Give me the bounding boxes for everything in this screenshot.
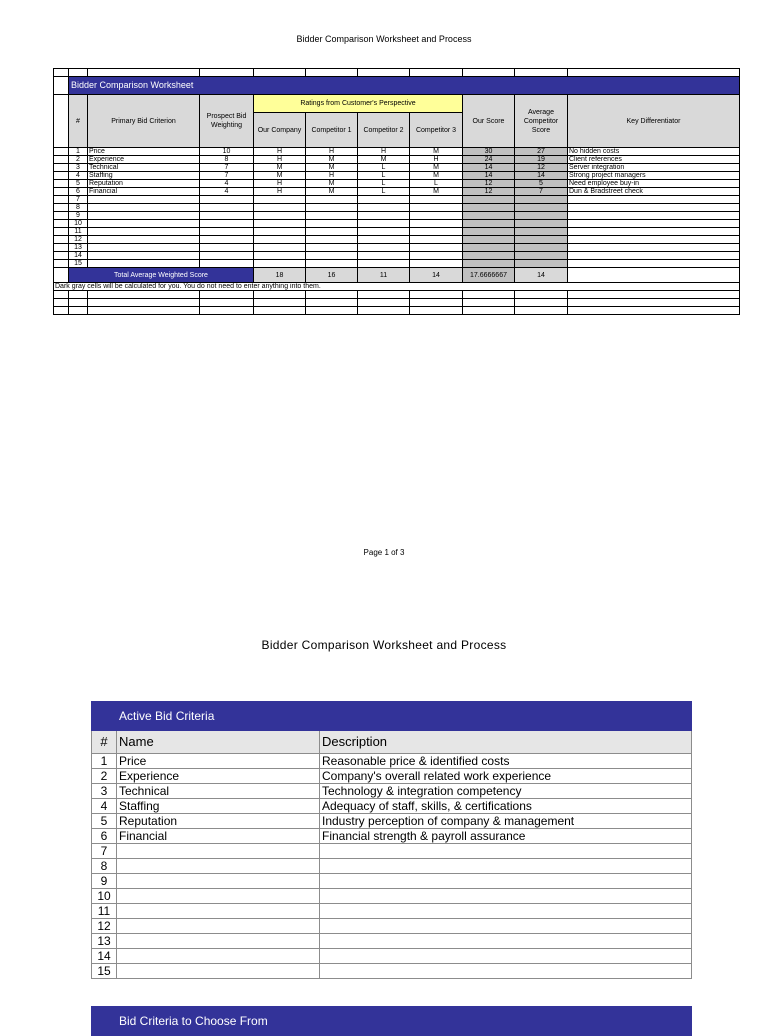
worksheet-cell-our-score	[463, 196, 515, 204]
worksheet-row	[54, 156, 740, 164]
criteria-num: 4	[92, 799, 117, 814]
criteria-num: 7	[92, 844, 117, 859]
worksheet-cell-c2[interactable]: L	[358, 180, 410, 188]
worksheet-cell-c3[interactable]: M	[410, 148, 463, 156]
criteria-num: 9	[92, 874, 117, 889]
worksheet-cell-c2[interactable]: L	[358, 164, 410, 172]
criteria-row	[92, 859, 692, 874]
worksheet-cell-c1[interactable]: M	[306, 180, 358, 188]
worksheet-cell-c3[interactable]	[410, 244, 463, 252]
criteria-name[interactable]: Staffing	[117, 799, 320, 814]
worksheet-cell-num: 8	[69, 204, 88, 212]
worksheet-row	[54, 212, 740, 220]
worksheet-cell-criterion[interactable]: Staffing	[88, 172, 200, 180]
worksheet-cell-diff[interactable]	[568, 204, 740, 212]
criteria-num: 13	[92, 934, 117, 949]
worksheet-cell-our-score	[463, 252, 515, 260]
worksheet-cell-c2[interactable]	[358, 204, 410, 212]
page-title-2: Bidder Comparison Worksheet and Process	[261, 638, 507, 652]
worksheet-cell-criterion[interactable]	[88, 196, 200, 204]
worksheet-cell-c3[interactable]	[410, 196, 463, 204]
worksheet-cell-diff[interactable]	[568, 236, 740, 244]
criteria-num: 15	[92, 964, 117, 979]
col-header-our-score: Our Score	[463, 95, 515, 148]
worksheet-cell-c1[interactable]: M	[306, 156, 358, 164]
criteria-num: 1	[92, 754, 117, 769]
worksheet-cell-c3[interactable]: M	[410, 188, 463, 196]
worksheet-cell-diff[interactable]	[568, 196, 740, 204]
worksheet-cell-weight[interactable]	[200, 220, 254, 228]
criteria-name[interactable]: Technical	[117, 784, 320, 799]
criteria-row	[92, 919, 692, 934]
worksheet-cell-criterion[interactable]: Technical	[88, 164, 200, 172]
worksheet-cell-avg: 14	[515, 172, 568, 180]
worksheet-cell-diff[interactable]	[568, 252, 740, 260]
worksheet-cell-our-score	[463, 260, 515, 268]
criteria-num: 12	[92, 919, 117, 934]
criteria-description[interactable]: Financial strength & payroll assurance	[320, 829, 692, 844]
worksheet-cell-avg	[515, 196, 568, 204]
worksheet-cell-num: 4	[69, 172, 88, 180]
worksheet-cell-c3[interactable]: M	[410, 172, 463, 180]
worksheet-cell-diff[interactable]: Need employee buy-in	[568, 180, 740, 188]
worksheet-cell-weight[interactable]: 7	[200, 172, 254, 180]
criteria-num: 10	[92, 889, 117, 904]
criteria-header-description: Description	[320, 731, 692, 754]
criteria-description[interactable]	[320, 874, 692, 889]
criteria-description[interactable]: Technology & integration competency	[320, 784, 692, 799]
worksheet-cell-diff[interactable]	[568, 244, 740, 252]
worksheet-cell-c3[interactable]	[410, 228, 463, 236]
worksheet-row	[54, 172, 740, 180]
worksheet-cell-ours[interactable]	[254, 236, 306, 244]
worksheet-cell-num: 11	[69, 228, 88, 236]
worksheet-cell-ours[interactable]: M	[254, 172, 306, 180]
criteria-name[interactable]	[117, 919, 320, 934]
criteria-num: 2	[92, 769, 117, 784]
criteria-name[interactable]: Experience	[117, 769, 320, 784]
col-header-avg-competitor: Average Competitor Score	[515, 95, 568, 148]
worksheet-cell-c3[interactable]	[410, 212, 463, 220]
criteria-row	[92, 949, 692, 964]
worksheet-cell-c1[interactable]	[306, 228, 358, 236]
col-header-key-differentiator: Key Differentiator	[568, 95, 740, 148]
worksheet-cell-criterion[interactable]	[88, 204, 200, 212]
worksheet-cell-ours[interactable]	[254, 252, 306, 260]
worksheet-row	[54, 236, 740, 244]
worksheet-cell-c1[interactable]: M	[306, 164, 358, 172]
worksheet-row	[54, 148, 740, 156]
worksheet-cell-num: 7	[69, 196, 88, 204]
worksheet-cell-num: 13	[69, 244, 88, 252]
worksheet-cell-weight[interactable]	[200, 204, 254, 212]
criteria-row	[92, 754, 692, 769]
worksheet-cell-ours[interactable]	[254, 196, 306, 204]
worksheet-cell-our-score: 30	[463, 148, 515, 156]
criteria-description[interactable]	[320, 904, 692, 919]
worksheet-cell-c2[interactable]: M	[358, 156, 410, 164]
worksheet-cell-c2[interactable]	[358, 228, 410, 236]
total-label: Total Average Weighted Score	[69, 268, 254, 283]
col-header-ratings-group: Ratings from Customer's Perspective	[254, 95, 463, 113]
worksheet-row	[54, 204, 740, 212]
worksheet-cell-c2[interactable]: L	[358, 188, 410, 196]
worksheet-cell-c3[interactable]	[410, 204, 463, 212]
worksheet-cell-weight[interactable]: 4	[200, 188, 254, 196]
criteria-description[interactable]	[320, 949, 692, 964]
criteria-description[interactable]	[320, 844, 692, 859]
criteria-header-num: #	[92, 731, 117, 754]
worksheet-cell-ours[interactable]	[254, 212, 306, 220]
criteria-num: 11	[92, 904, 117, 919]
worksheet-row	[54, 260, 740, 268]
criteria-description[interactable]: Adequacy of staff, skills, & certifications	[320, 799, 692, 814]
worksheet-cell-criterion[interactable]	[88, 220, 200, 228]
worksheet-cell-c2[interactable]	[358, 196, 410, 204]
criteria-name[interactable]	[117, 949, 320, 964]
worksheet-cell-c3[interactable]: L	[410, 180, 463, 188]
worksheet-cell-ours[interactable]	[254, 244, 306, 252]
worksheet-cell-ours[interactable]	[254, 260, 306, 268]
bidder-comparison-worksheet	[53, 68, 740, 315]
worksheet-cell-avg	[515, 236, 568, 244]
criteria-row	[92, 934, 692, 949]
worksheet-cell-diff[interactable]: No hidden costs	[568, 148, 740, 156]
worksheet-cell-our-score	[463, 212, 515, 220]
worksheet-cell-ours[interactable]	[254, 228, 306, 236]
worksheet-cell-ours[interactable]	[254, 220, 306, 228]
worksheet-row	[54, 196, 740, 204]
worksheet-cell-criterion[interactable]	[88, 252, 200, 260]
criteria-description[interactable]	[320, 934, 692, 949]
criteria-description[interactable]	[320, 964, 692, 979]
worksheet-cell-c2[interactable]	[358, 236, 410, 244]
worksheet-row	[54, 220, 740, 228]
worksheet-row	[54, 252, 740, 260]
worksheet-blank-row	[54, 299, 740, 307]
col-header-criterion: Primary Bid Criterion	[88, 95, 200, 148]
worksheet-cell-num: 1	[69, 148, 88, 156]
worksheet-cell-c2[interactable]	[358, 260, 410, 268]
page-title: Bidder Comparison Worksheet and Process	[296, 34, 472, 44]
col-header-competitor-3: Competitor 3	[410, 113, 463, 148]
worksheet-cell-our-score	[463, 236, 515, 244]
worksheet-cell-ours[interactable]: H	[254, 156, 306, 164]
worksheet-cell-weight[interactable]	[200, 228, 254, 236]
criteria-row	[92, 889, 692, 904]
criteria-description[interactable]	[320, 889, 692, 904]
worksheet-cell-c2[interactable]: L	[358, 172, 410, 180]
worksheet-cell-diff[interactable]	[568, 212, 740, 220]
worksheet-cell-num: 10	[69, 220, 88, 228]
worksheet-cell-c1[interactable]	[306, 204, 358, 212]
criteria-num: 8	[92, 859, 117, 874]
criteria-row	[92, 844, 692, 859]
col-header-num: #	[69, 95, 88, 148]
worksheet-cell-avg: 5	[515, 180, 568, 188]
criteria-name[interactable]	[117, 934, 320, 949]
worksheet-cell-criterion[interactable]	[88, 260, 200, 268]
worksheet-cell-our-score: 14	[463, 172, 515, 180]
worksheet-cell-diff[interactable]	[568, 228, 740, 236]
bid-criteria-choose-table	[91, 1006, 692, 1036]
col-header-our-company: Our Company	[254, 113, 306, 148]
total-avg-competitor: 14	[515, 268, 568, 283]
worksheet-cell-weight[interactable]	[200, 212, 254, 220]
spacer-row	[54, 69, 740, 77]
worksheet-title: Bidder Comparison Worksheet	[69, 77, 740, 95]
worksheet-cell-c3[interactable]	[410, 252, 463, 260]
criteria-name[interactable]	[117, 889, 320, 904]
worksheet-cell-criterion[interactable]	[88, 212, 200, 220]
worksheet-cell-c3[interactable]: H	[410, 156, 463, 164]
worksheet-cell-ours[interactable]: H	[254, 148, 306, 156]
worksheet-cell-diff[interactable]	[568, 260, 740, 268]
worksheet-cell-avg: 27	[515, 148, 568, 156]
worksheet-cell-num: 3	[69, 164, 88, 172]
criteria-name[interactable]: Reputation	[117, 814, 320, 829]
worksheet-cell-avg	[515, 244, 568, 252]
worksheet-cell-criterion[interactable]: Reputation	[88, 180, 200, 188]
worksheet-cell-ours[interactable]: H	[254, 188, 306, 196]
criteria-row	[92, 799, 692, 814]
worksheet-cell-avg	[515, 212, 568, 220]
criteria-row	[92, 814, 692, 829]
worksheet-cell-weight[interactable]	[200, 244, 254, 252]
worksheet-cell-diff[interactable]: Strong project managers	[568, 172, 740, 180]
criteria-name[interactable]: Financial	[117, 829, 320, 844]
criteria-description[interactable]	[320, 859, 692, 874]
worksheet-cell-num: 15	[69, 260, 88, 268]
criteria-name[interactable]	[117, 874, 320, 889]
worksheet-blank-row	[54, 291, 740, 299]
worksheet-cell-our-score: 14	[463, 164, 515, 172]
total-competitor-2: 11	[358, 268, 410, 283]
worksheet-cell-num: 9	[69, 212, 88, 220]
criteria-name[interactable]	[117, 859, 320, 874]
worksheet-cell-ours[interactable]: H	[254, 180, 306, 188]
worksheet-cell-our-score	[463, 220, 515, 228]
worksheet-cell-c1[interactable]: M	[306, 188, 358, 196]
calc-note: Dark gray cells will be calculated for you. You do not need to enter anything into them.	[54, 283, 740, 291]
worksheet-cell-num: 5	[69, 180, 88, 188]
worksheet-cell-num: 6	[69, 188, 88, 196]
worksheet-cell-avg	[515, 204, 568, 212]
worksheet-cell-avg: 12	[515, 164, 568, 172]
worksheet-cell-criterion[interactable]: Experience	[88, 156, 200, 164]
worksheet-row	[54, 228, 740, 236]
worksheet-cell-c2[interactable]	[358, 220, 410, 228]
worksheet-cell-weight[interactable]: 8	[200, 156, 254, 164]
worksheet-cell-ours[interactable]	[254, 204, 306, 212]
worksheet-cell-weight[interactable]	[200, 252, 254, 260]
worksheet-note-row	[54, 283, 740, 291]
total-ours: 18	[254, 268, 306, 283]
criteria-row	[92, 874, 692, 889]
worksheet-banner	[54, 77, 740, 95]
worksheet-cell-weight[interactable]: 7	[200, 164, 254, 172]
worksheet-cell-weight[interactable]: 4	[200, 180, 254, 188]
criteria-name[interactable]: Price	[117, 754, 320, 769]
worksheet-cell-criterion[interactable]	[88, 228, 200, 236]
worksheet-cell-c3[interactable]	[410, 260, 463, 268]
worksheet-cell-our-score: 12	[463, 188, 515, 196]
page-number: Page 1 of 3	[363, 548, 405, 557]
worksheet-cell-avg	[515, 228, 568, 236]
worksheet-cell-c1[interactable]	[306, 212, 358, 220]
worksheet-cell-c1[interactable]: H	[306, 148, 358, 156]
criteria-description[interactable]: Industry perception of company & management	[320, 814, 692, 829]
criteria-row	[92, 904, 692, 919]
worksheet-cell-num: 14	[69, 252, 88, 260]
worksheet-cell-our-score: 24	[463, 156, 515, 164]
criteria-num: 6	[92, 829, 117, 844]
criteria-num: 5	[92, 814, 117, 829]
total-competitor-3: 14	[410, 268, 463, 283]
criteria-name[interactable]	[117, 844, 320, 859]
criteria-row	[92, 829, 692, 844]
worksheet-cell-c3[interactable]	[410, 220, 463, 228]
worksheet-cell-num: 2	[69, 156, 88, 164]
worksheet-cell-criterion[interactable]	[88, 236, 200, 244]
criteria-description[interactable]: Company's overall related work experience	[320, 769, 692, 784]
worksheet-cell-c1[interactable]	[306, 260, 358, 268]
worksheet-cell-weight[interactable]: 10	[200, 148, 254, 156]
worksheet-cell-weight[interactable]	[200, 236, 254, 244]
worksheet-cell-diff[interactable]	[568, 220, 740, 228]
col-header-competitor-2: Competitor 2	[358, 113, 410, 148]
choose-criteria-title: Bid Criteria to Choose From	[92, 1007, 692, 1036]
col-header-competitor-1: Competitor 1	[306, 113, 358, 148]
col-header-weighting: Prospect Bid Weighting	[200, 95, 254, 148]
worksheet-cell-c2[interactable]	[358, 212, 410, 220]
worksheet-cell-c2[interactable]	[358, 244, 410, 252]
worksheet-cell-c1[interactable]	[306, 244, 358, 252]
worksheet-cell-c3[interactable]: M	[410, 164, 463, 172]
worksheet-cell-our-score	[463, 228, 515, 236]
worksheet-row	[54, 244, 740, 252]
worksheet-cell-avg	[515, 252, 568, 260]
criteria-row	[92, 769, 692, 784]
worksheet-row	[54, 188, 740, 196]
worksheet-row	[54, 164, 740, 172]
total-our-score: 17.6666667	[463, 268, 515, 283]
criteria-row	[92, 784, 692, 799]
worksheet-row	[54, 180, 740, 188]
worksheet-blank-row	[54, 307, 740, 315]
worksheet-total-row	[54, 268, 740, 283]
worksheet-cell-c1[interactable]	[306, 196, 358, 204]
worksheet-cell-c1[interactable]	[306, 236, 358, 244]
worksheet-cell-diff[interactable]: Dun & Bradstreet check	[568, 188, 740, 196]
criteria-num: 14	[92, 949, 117, 964]
worksheet-cell-c1[interactable]: H	[306, 172, 358, 180]
worksheet-cell-c2[interactable]: H	[358, 148, 410, 156]
worksheet-cell-our-score	[463, 204, 515, 212]
criteria-row	[92, 964, 692, 979]
active-bid-criteria-table	[91, 701, 692, 979]
worksheet-cell-weight[interactable]	[200, 260, 254, 268]
active-criteria-title: Active Bid Criteria	[92, 702, 692, 731]
worksheet-cell-diff[interactable]: Client references	[568, 156, 740, 164]
criteria-num: 3	[92, 784, 117, 799]
criteria-description[interactable]: Reasonable price & identified costs	[320, 754, 692, 769]
criteria-name[interactable]	[117, 904, 320, 919]
worksheet-cell-avg	[515, 220, 568, 228]
worksheet-cell-c1[interactable]	[306, 252, 358, 260]
worksheet-cell-our-score: 12	[463, 180, 515, 188]
criteria-header-name: Name	[117, 731, 320, 754]
worksheet-cell-our-score	[463, 244, 515, 252]
criteria-name[interactable]	[117, 964, 320, 979]
criteria-description[interactable]	[320, 919, 692, 934]
worksheet-cell-c1[interactable]	[306, 220, 358, 228]
worksheet-cell-c3[interactable]	[410, 236, 463, 244]
worksheet-cell-c2[interactable]	[358, 252, 410, 260]
worksheet-cell-criterion[interactable]	[88, 244, 200, 252]
worksheet-cell-avg: 7	[515, 188, 568, 196]
worksheet-cell-avg	[515, 260, 568, 268]
worksheet-cell-diff[interactable]: Server integration	[568, 164, 740, 172]
worksheet-cell-criterion[interactable]: Price	[88, 148, 200, 156]
worksheet-cell-weight[interactable]	[200, 196, 254, 204]
worksheet-cell-ours[interactable]: M	[254, 164, 306, 172]
worksheet-cell-avg: 19	[515, 156, 568, 164]
worksheet-cell-criterion[interactable]: Financial	[88, 188, 200, 196]
worksheet-cell-num: 12	[69, 236, 88, 244]
total-competitor-1: 16	[306, 268, 358, 283]
